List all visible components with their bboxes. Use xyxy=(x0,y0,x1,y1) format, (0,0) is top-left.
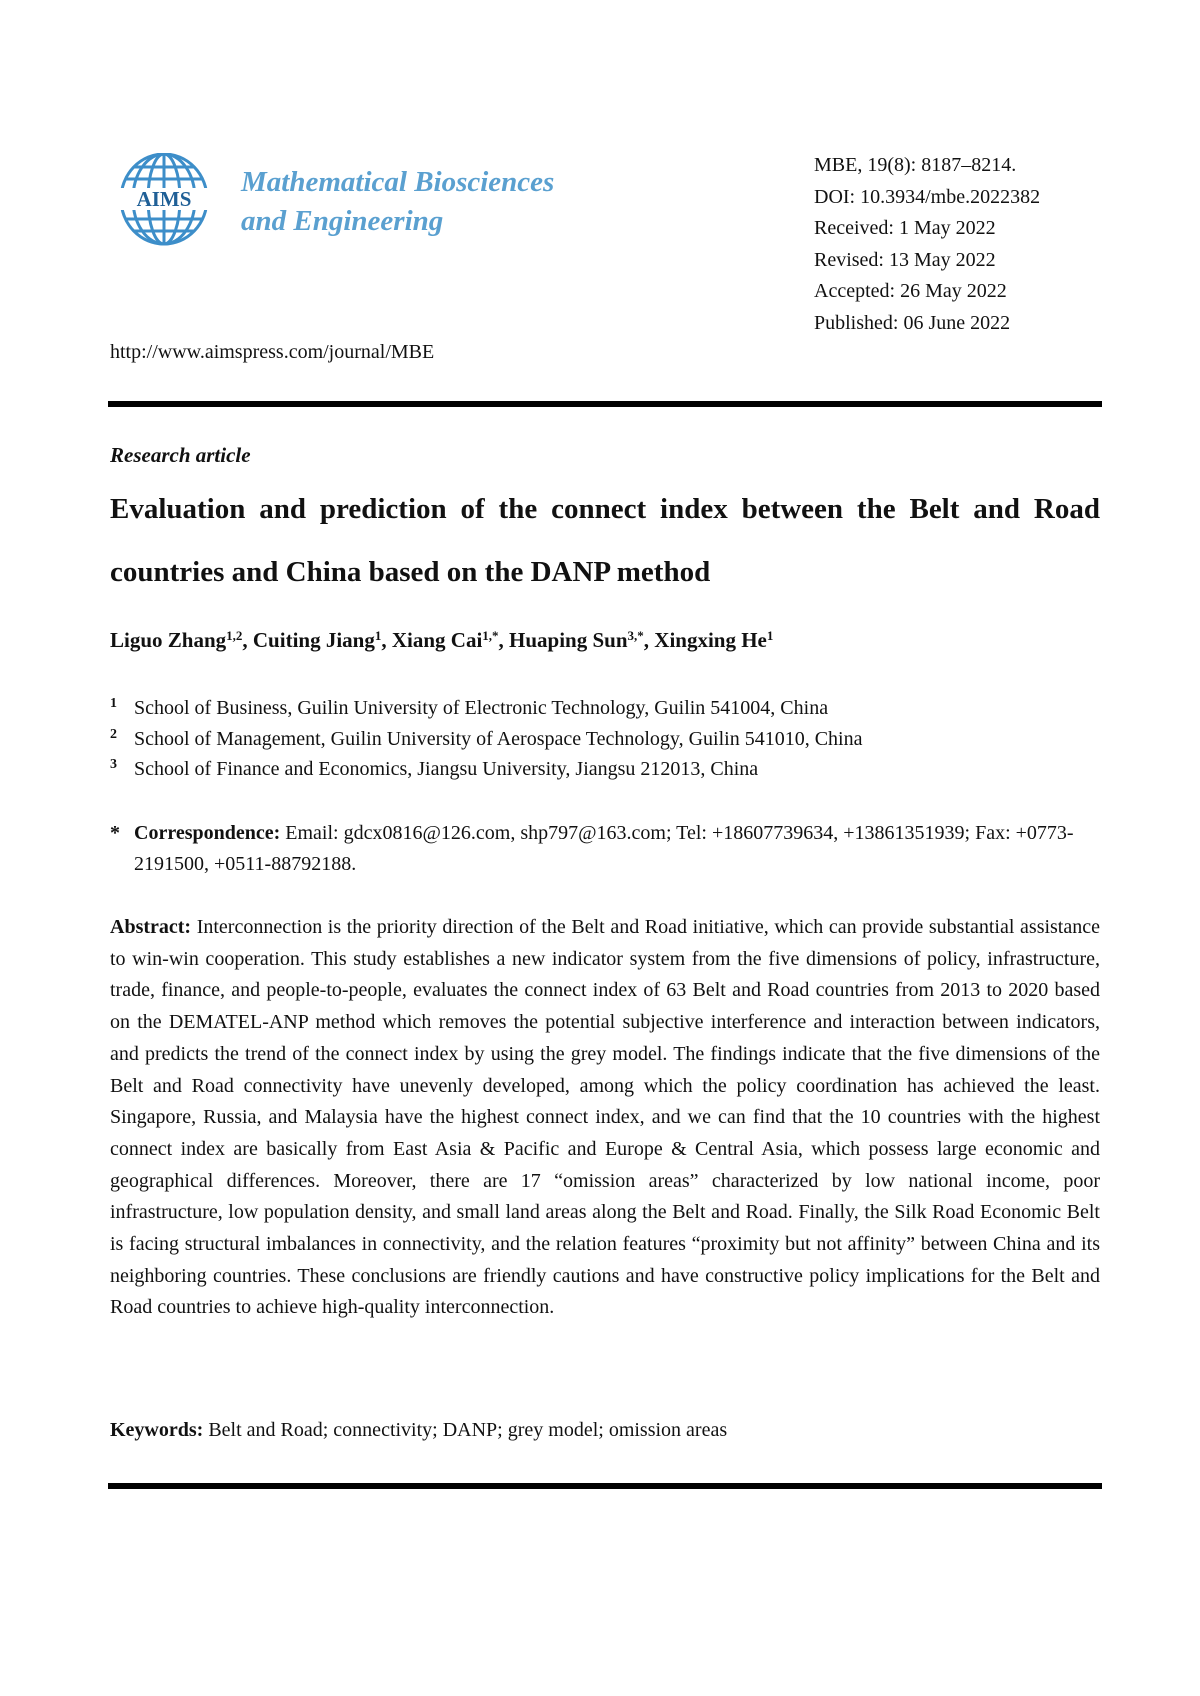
aims-globe-icon xyxy=(116,153,228,249)
journal-logo xyxy=(116,153,596,263)
affiliation-text: School of Finance and Economics, Jiangsu University, Jiangsu 212013, China xyxy=(134,758,759,780)
published-date: Published: 06 June 2022 xyxy=(814,311,1011,334)
affiliation-number: 2 xyxy=(110,726,117,742)
keywords-text: Belt and Road; connectivity; DANP; grey model; omission areas xyxy=(208,1419,728,1441)
affiliation-text: School of Management, Guilin University of Aerospace Technology, Guilin 541010, China xyxy=(134,727,863,750)
correspondence-text: Email: gdcx0816@126.com, shp797@163.com; Tel: +18607739634, +13861351939; Fax: +0773-2191500, +0511-88792188. xyxy=(134,822,1074,875)
doi: DOI: 10.3934/mbe.2022382 xyxy=(814,185,1041,208)
author: Cuiting Jiang$^1$, xyxy=(252,628,392,652)
abstract-label: Abstract: xyxy=(110,916,192,938)
logo-text: AIMS xyxy=(136,187,192,211)
journal-name-line1: Mathematical Biosciences xyxy=(241,166,555,198)
author: Liguo Zhang$^{1,2}$, xyxy=(110,628,253,652)
affiliation xyxy=(110,754,1100,785)
affiliation-number: 3 xyxy=(110,757,117,772)
author: Xiang Cai$^{1,*}$, xyxy=(391,628,510,652)
affiliation xyxy=(110,724,1100,755)
received-date: Received: 1 May 2022 xyxy=(814,217,996,240)
author: Xingxing He$^1$ xyxy=(654,628,774,652)
citation: MBE, 19(8): 8187–8214. xyxy=(814,154,1017,176)
publication-info xyxy=(814,150,1040,340)
affiliation-number: 1 xyxy=(110,696,117,711)
affiliation-list xyxy=(110,693,1100,785)
keywords xyxy=(110,1419,727,1442)
abstract-text: Interconnection is the priority direction of the Belt and Road initiative, which can provide substantial assistance to win-win cooperation. This study establishes a new indicator system from the five dimensions of policy, infrastructure, trade, finance, and people-to-people, evaluates the connect index of 63 Belt and Road countries from 2013 to 2020 based on the DEMATEL-ANP method which removes the potential subjective interference and interaction between indicators, and predicts the trend of the connect index by using the grey model. The findings indicate that the five dimensions of the Belt and Road connectivity have unevenly developed, among which the policy coordination has achieved the least. Singapore, Russia, and Malaysia have the highest connect index, and we can find that the 10 countries with the highest connect index are basically from East Asia & Pacific and Europe & Central Asia, which possess large economic and geographical differences. Moreover, there are 17 “omission areas” characterized by low national income, poor infrastructure, low population density, and small land areas along the Belt and Road. Finally, the Silk Road Economic Belt is facing structural imbalances in connectivity, and the relation features “proximity but not affinity” between China and its neighboring countries. These conclusions are friendly cautions and have constructive policy implications for the Belt and Road countries to achieve high-quality interconnection. xyxy=(110,916,1100,1319)
keywords-label: Keywords: xyxy=(110,1419,204,1441)
revised-date: Revised: 13 May 2022 xyxy=(814,248,996,271)
author-list xyxy=(110,628,773,653)
correspondence xyxy=(110,818,1100,880)
abstract xyxy=(110,912,1100,1324)
journal-name xyxy=(241,163,554,241)
article-title: Evaluation and prediction of the connect index between the Belt and Road countries and China based on the DANP method xyxy=(110,493,1100,588)
bottom-divider xyxy=(108,1483,1102,1489)
top-divider xyxy=(108,401,1102,407)
author: Huaping Sun$^{3,*}$, xyxy=(509,628,655,652)
journal-url[interactable]: http://www.aimspress.com/journal/MBE xyxy=(110,341,435,363)
affiliation-text: School of Business, Guilin University of Electronic Technology, Guilin 541004, China xyxy=(134,697,829,719)
correspondence-label: Correspondence: xyxy=(134,822,281,844)
journal-name-line2: and Engineering xyxy=(241,205,444,237)
correspondence-marker: * xyxy=(110,822,120,844)
accepted-date: Accepted: 26 May 2022 xyxy=(814,280,1007,303)
affiliation xyxy=(110,693,1100,724)
article-type: Research article xyxy=(110,443,251,467)
